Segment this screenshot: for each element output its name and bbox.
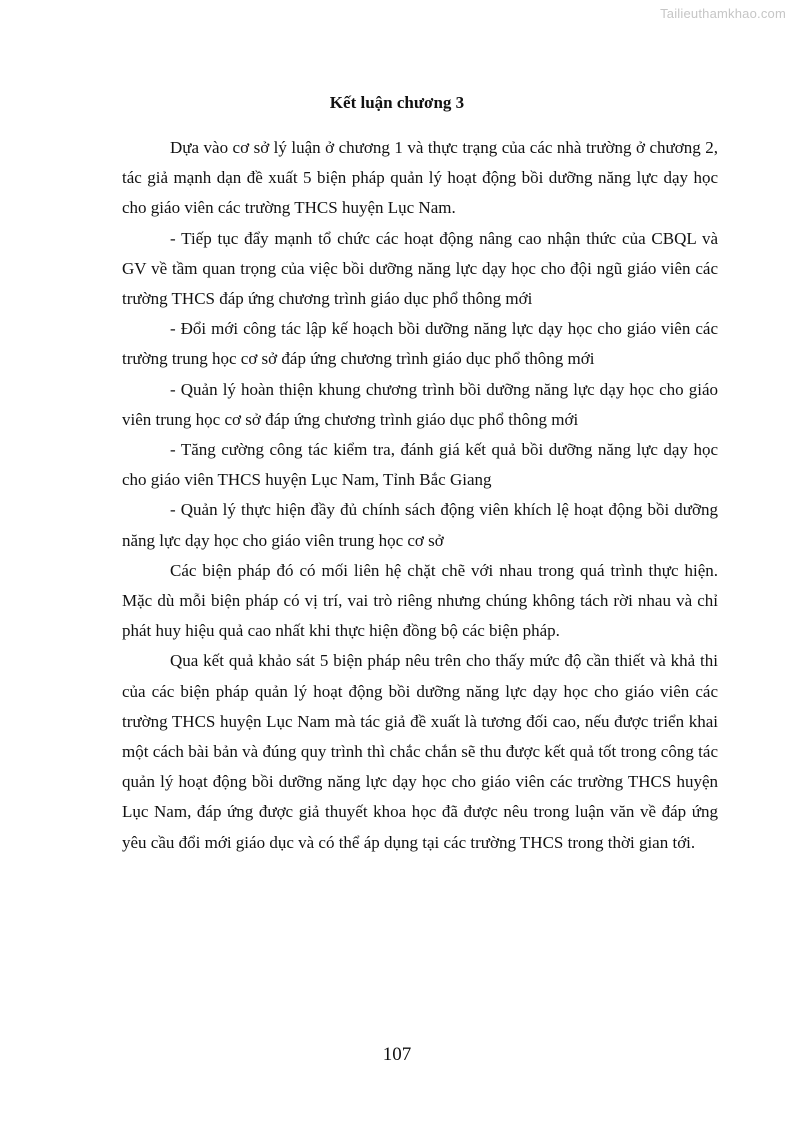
section-heading: Kết luận chương 3: [329, 93, 465, 112]
paragraph-measure-3: - Quản lý hoàn thiện khung chương trình bồi dưỡng năng lực dạy học cho giáo viên trung học cơ sở đáp ứng chương trình giáo dục phổ thông mới: [122, 379, 718, 429]
watermark: Tailieuthamkhao.com: [660, 6, 786, 21]
page-number: 107: [382, 1044, 412, 1065]
paragraph-measure-1: - Tiếp tục đẩy mạnh tổ chức các hoạt động nâng cao nhận thức của CBQL và GV về tầm quan trọng của việc bồi dưỡng năng lực dạy học cho đội ngũ giáo viên các trường THCS đáp ứng chương trình giáo dục phổ thông mới: [122, 228, 718, 309]
paragraph-relationship: Các biện pháp đó có mối liên hệ chặt chẽ với nhau trong quá trình thực hiện. Mặc dù mỗi biện pháp có vị trí, vai trò riêng nhưng chúng không tách rời nhau và chỉ phát huy hiệu quả cao nhất khi thực hiện đồng bộ các biện pháp.: [122, 560, 718, 641]
paragraph-measure-4: - Tăng cường công tác kiểm tra, đánh giá kết quả bồi dưỡng năng lực dạy học cho giáo viên THCS huyện Lục Nam, Tỉnh Bắc Giang: [122, 440, 718, 490]
document-body: [122, 133, 718, 858]
paragraph-measure-5: - Quản lý thực hiện đầy đủ chính sách động viên khích lệ hoạt động bồi dưỡng năng lực dạy học cho giáo viên trung học cơ sở: [122, 500, 718, 550]
paragraph-intro: Dựa vào cơ sở lý luận ở chương 1 và thực trạng của các nhà trường ở chương 2, tác giả mạnh dạn đề xuất 5 biện pháp quản lý hoạt động bồi dưỡng năng lực dạy học cho giáo viên các trường THCS huyện Lục Nam.: [122, 138, 718, 218]
paragraph-measure-2: - Đổi mới công tác lập kế hoạch bồi dưỡng năng lực dạy học cho giáo viên các trường trung học cơ sở đáp ứng chương trình giáo dục phổ thông mới: [122, 319, 718, 369]
paragraph-conclusion: Qua kết quả khảo sát 5 biện pháp nêu trên cho thấy mức độ cần thiết và khả thi của các biện pháp quản lý hoạt động bồi dưỡng năng lực dạy học cho giáo viên các trường THCS huyện Lục Nam mà tác giả đề xuất là tương đối cao, nếu được triển khai một cách bài bản và đúng quy trình thì chắc chắn sẽ thu được kết quả tốt trong công tác quản lý hoạt động bồi dưỡng năng lực dạy học cho giáo viên các trường THCS huyện Lục Nam, đáp ứng được giả thuyết khoa học đã được nêu trong luận văn về đáp ứng yêu cầu đổi mới giáo dục và có thể áp dụng tại các trường THCS trong thời gian tới.: [122, 651, 718, 852]
